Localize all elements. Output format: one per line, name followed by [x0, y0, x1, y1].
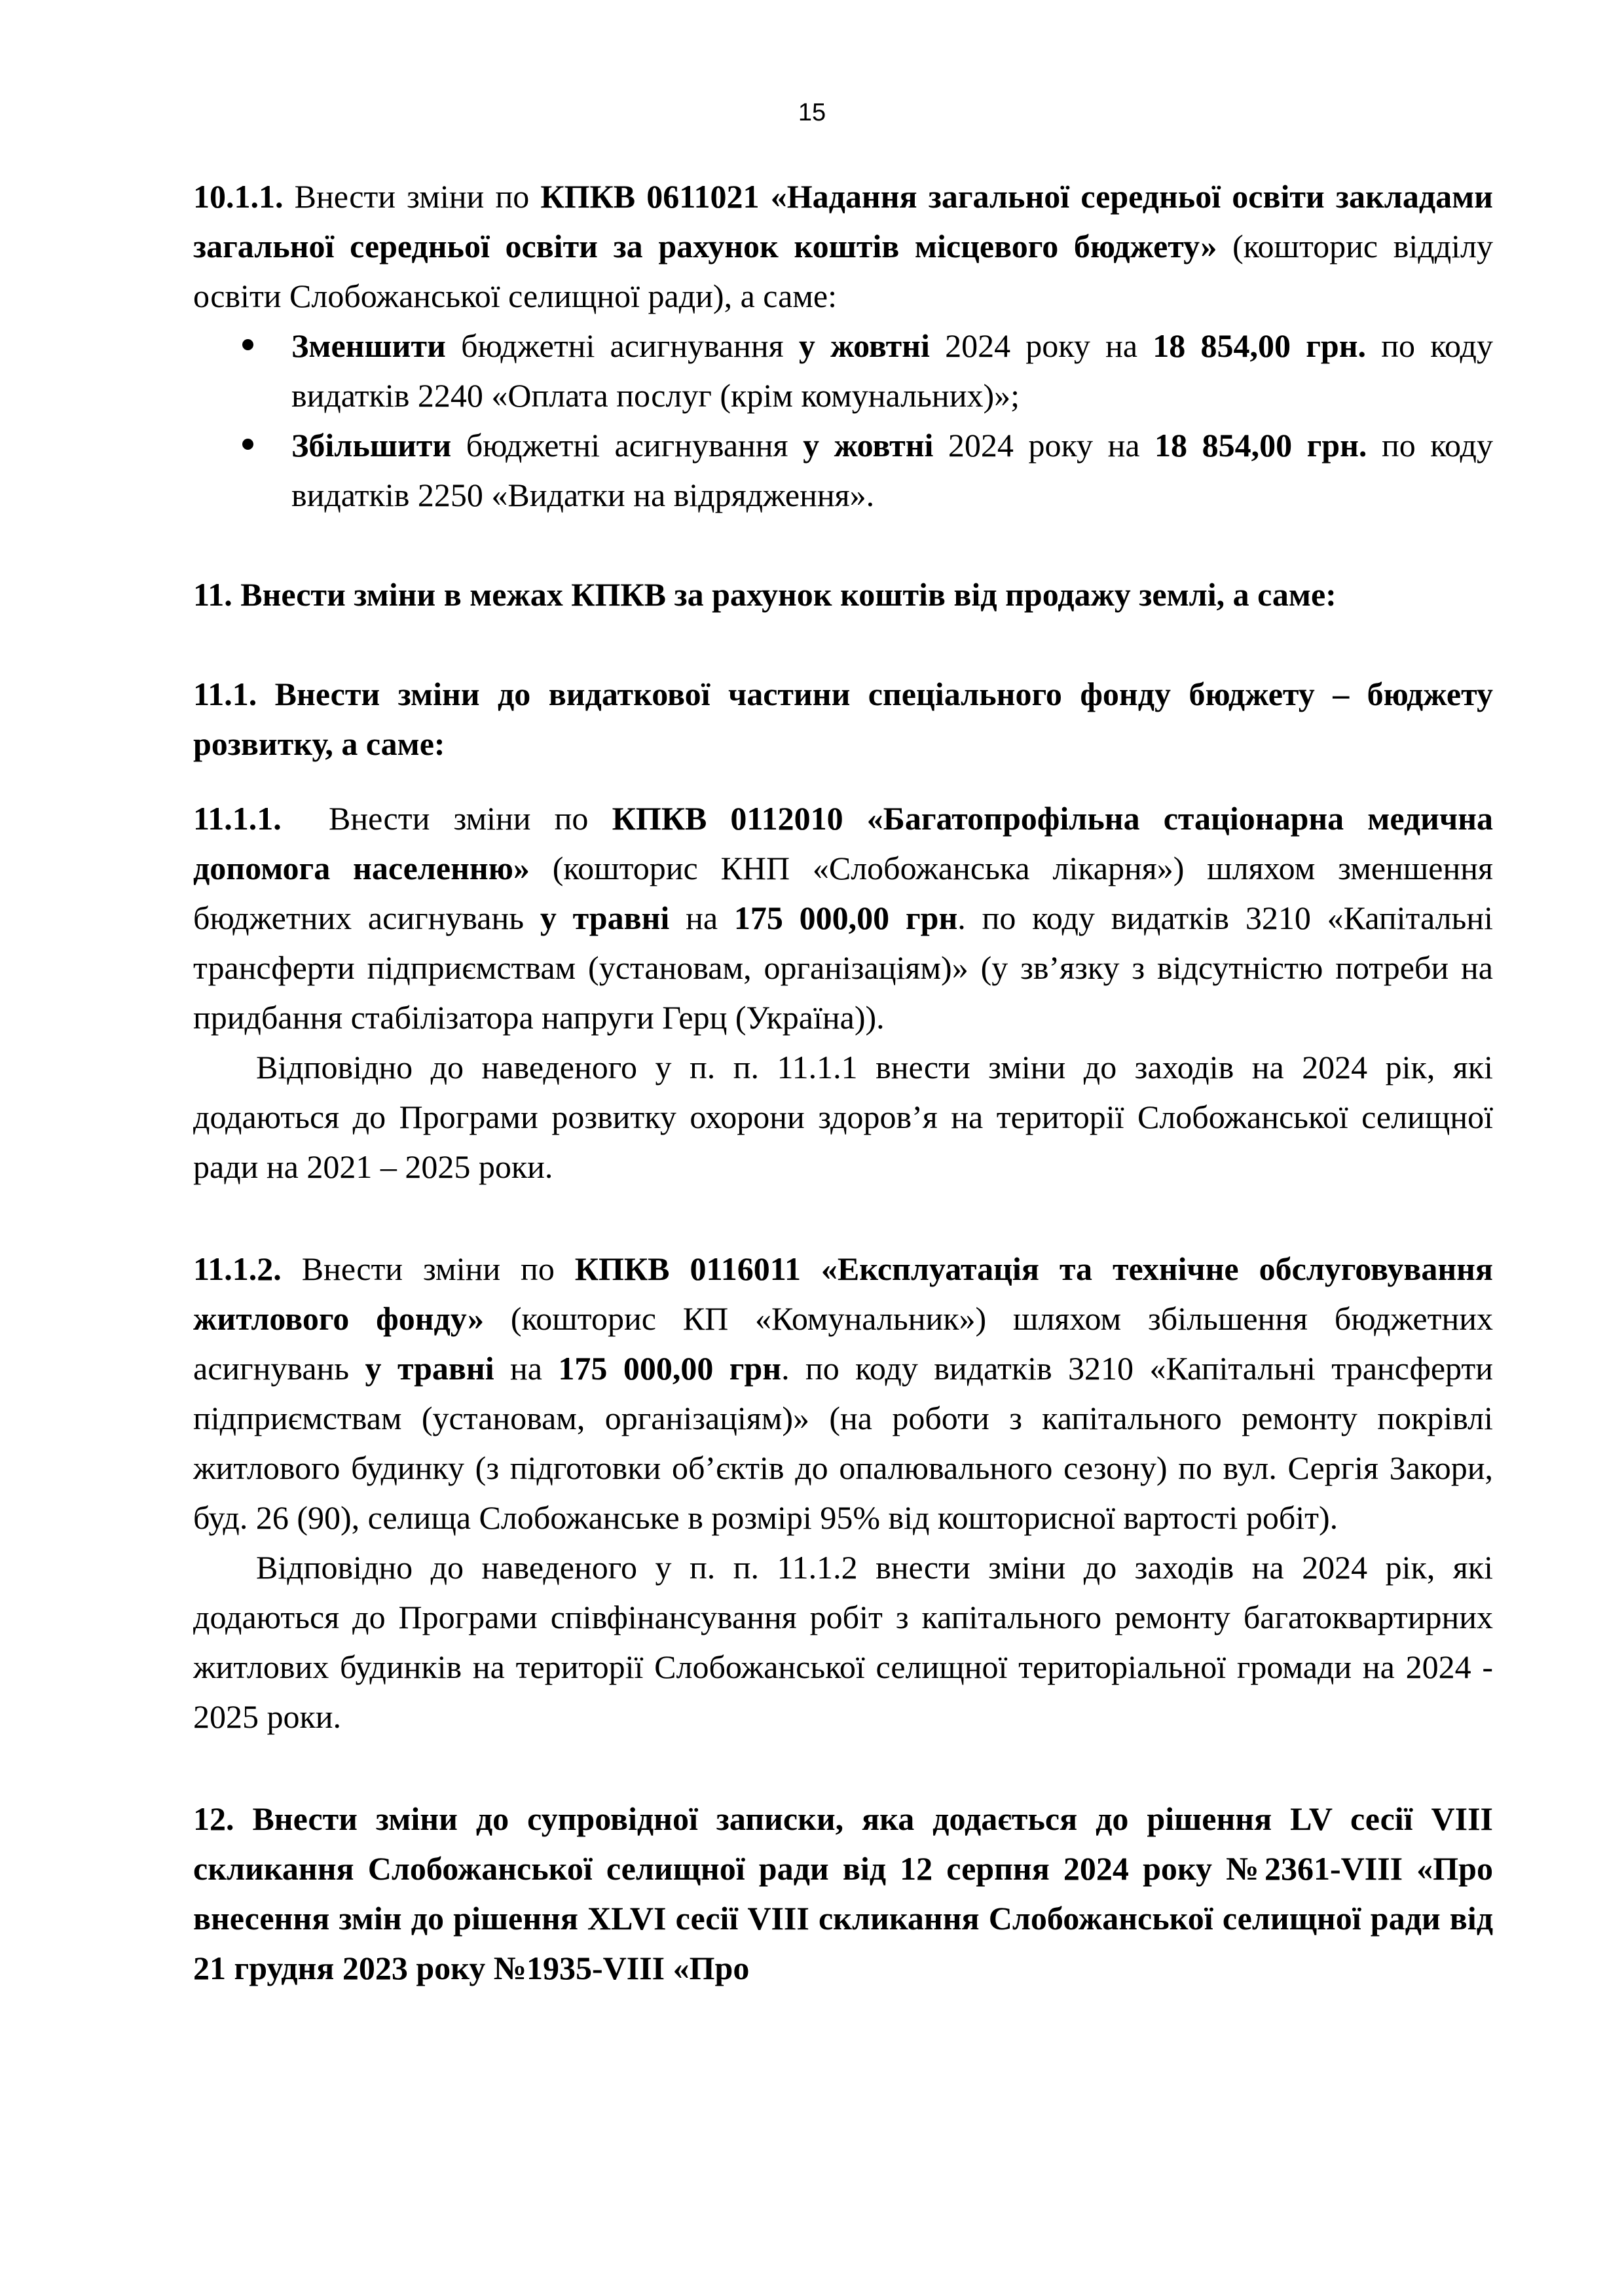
kpkv-name: КПКВ 0112010 «Багатопрофільна стаціонарна медична допомога населенню»: [193, 800, 1494, 886]
paragraph-10-1-1: [193, 172, 1493, 321]
heading-11-1: [193, 669, 1493, 769]
action-word: Зменшити: [291, 327, 446, 364]
list-item: [291, 420, 1493, 520]
paragraph-11-1-2: [193, 1244, 1493, 1542]
kpkv-name: КПКВ 0611021 «Надання загальної середньої освіти закладами загальної середньої освіти за рахунок коштів місцевого бюджету»: [193, 178, 1493, 264]
text-run: Внести зміни по: [281, 1250, 575, 1287]
kpkv-name: КПКВ 0116011 «Експлуатація та технічне обслуговування житлового фонду»: [193, 1250, 1493, 1337]
section-number: 10.1.1.: [193, 178, 284, 215]
amount: 175 000,00 грн: [733, 900, 958, 936]
text-run: (кошторис відділу освіти Слобожанської селищної ради), а саме:: [193, 228, 1493, 314]
amount: 18 854,00 грн.: [1154, 427, 1367, 464]
text-run: (кошторис КНП «Слобожанська лікарня») шляхом зменшення бюджетних асигнувань: [193, 850, 1493, 936]
month: у травні: [540, 900, 670, 936]
text-run: на: [494, 1350, 559, 1387]
page-number: 15: [798, 99, 826, 126]
month: у травні: [365, 1350, 494, 1387]
text-run: 2024 року на: [933, 427, 1155, 464]
amount: 18 854,00 грн.: [1153, 327, 1367, 364]
section-number: 11.1.1.: [193, 800, 282, 837]
bullet-icon: [242, 339, 253, 350]
month: у жовтні: [803, 427, 934, 464]
heading-text: 11. Внести зміни в межах КПКВ за рахунок коштів від продажу землі, а саме:: [193, 576, 1337, 613]
text-run: по коду видатків 2240 «Оплата послуг (крім комунальних)»;: [291, 327, 1493, 414]
list-item: [291, 321, 1493, 420]
text-run: . по коду видатків 3210 «Капітальні трансферти підприємствам (установам, організаціям)» (у зв’язку з відсутністю потреби на придбання стабілізатора напруги Герц (Україна)).: [193, 900, 1494, 1036]
heading-11: [193, 570, 1493, 619]
document-body: [193, 172, 1493, 1993]
text-run: (кошторис КП «Комунальник») шляхом збільшення бюджетних асигнувань: [193, 1300, 1493, 1387]
paragraph-11-1-1-note: Відповідно до наведеного у п. п. 11.1.1 внести зміни до заходів на 2024 рік, які додаються до Програми розвитку охорони здоров’я на території Слобожанської селищної ради на 2021 – 2025 роки.: [193, 1049, 1493, 1185]
action-word: Збільшити: [291, 427, 452, 464]
heading-12: [193, 1794, 1493, 1993]
bullet-icon: [242, 439, 253, 450]
text-run: бюджетні асигнування: [445, 327, 799, 364]
month: у жовтні: [798, 327, 930, 364]
heading-text: 11.1. Внести зміни до видаткової частини спеціального фонду бюджету – бюджету розвитку, а саме:: [193, 676, 1493, 762]
paragraph-11-1-1: [193, 793, 1493, 1042]
amount: 175 000,00 грн: [558, 1350, 782, 1387]
text-run: Внести зміни по: [281, 800, 612, 837]
text-run: . по коду видатків 3210 «Капітальні трансферти підприємствам (установам, організаціям)» (на роботи з капітального ремонту покрівлі житлового будинку (з підготовки об’єктів до опалювального сезону) по вул. Сергія Закори, буд. 26 (90), селища Слобожанське в розмірі 95% від кошторисної вартості робіт).: [193, 1350, 1494, 1536]
text-run: бюджетні асигнування: [451, 427, 803, 464]
text-run: Внести зміни по: [283, 178, 541, 215]
paragraph-11-1-2-note: Відповідно до наведеного у п. п. 11.1.2 внести зміни до заходів на 2024 рік, які додаються до Програми співфінансування робіт з капітального ремонту багатоквартирних житлових будинків на території Слобожанської селищної територіальної громади на 2024 - 2025 роки.: [193, 1549, 1493, 1735]
text-run: по коду видатків 2250 «Видатки на відрядження».: [291, 427, 1493, 513]
bullet-list: [193, 321, 1493, 520]
text-run: 2024 року на: [929, 327, 1153, 364]
section-number: 11.1.2.: [193, 1250, 282, 1287]
heading-text: 12. Внести зміни до супровідної записки, яка додається до рішення LV сесії VIII скликання Слобожанської селищної ради від 12 серпня 2024 року №2361-VIII «Про внесення змін до рішення XLVI сесії VIII скликання Слобожанської селищної ради від 21 грудня 2023 року №1935-VIII «Про: [193, 1800, 1493, 1986]
text-run: на: [669, 900, 734, 936]
